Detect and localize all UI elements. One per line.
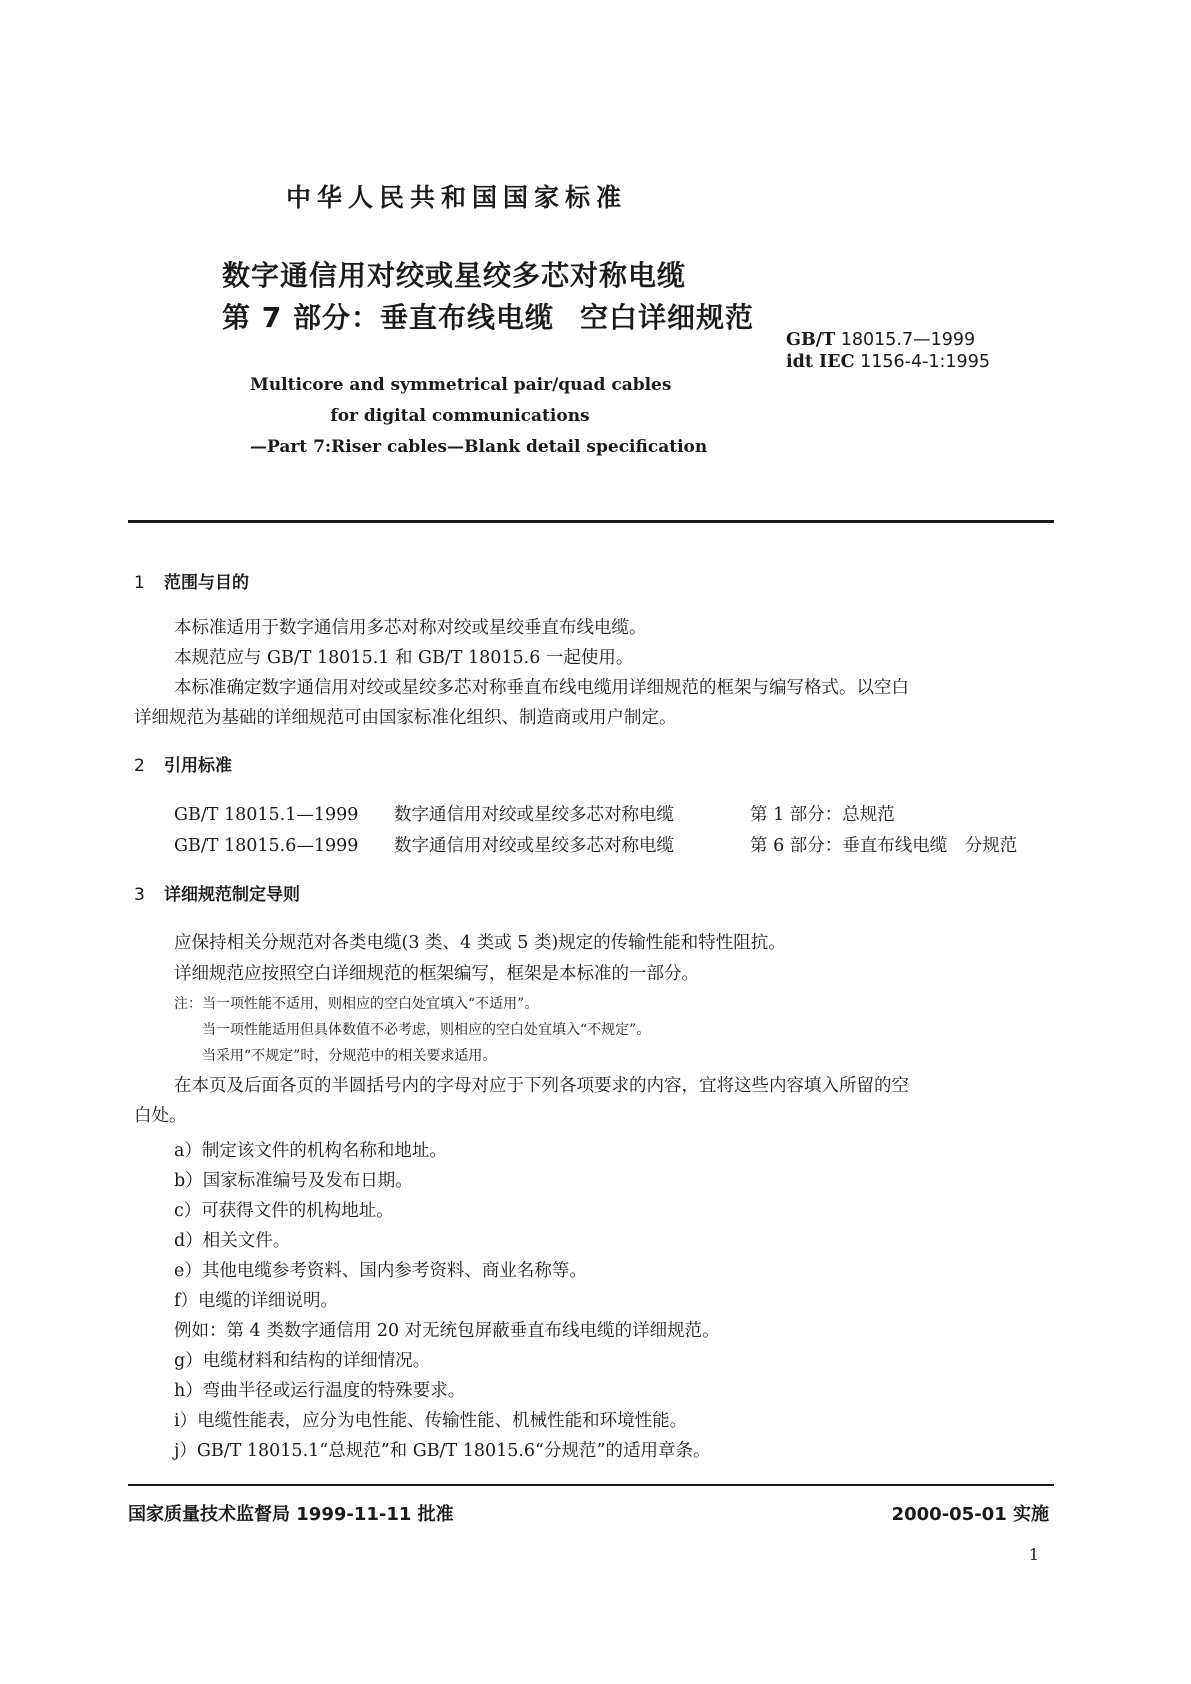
section-number: 3 bbox=[134, 885, 145, 905]
section-title: 详细规范制定导则 bbox=[164, 885, 300, 905]
title-en-line3: —Part 7:Riser cables—Blank detail specification bbox=[250, 437, 708, 457]
section-1-paragraph: 本规范应与 GB/T 18015.1 和 GB/T 18015.6 一起使用。 bbox=[174, 648, 634, 668]
list-item: g）电缆材料和结构的详细情况。 bbox=[174, 1351, 431, 1371]
section-number: 1 bbox=[134, 573, 145, 593]
list-item: h）弯曲半径或运行温度的特殊要求。 bbox=[174, 1381, 466, 1401]
title-en-line2: for digital communications bbox=[330, 406, 590, 426]
reference-code: GB/T 18015.1—1999 bbox=[174, 805, 359, 825]
section-1-paragraph: 本标准适用于数字通信用多芯对称对绞或星绞垂直布线电缆。 bbox=[174, 618, 647, 638]
reference-title: 数字通信用对绞或星绞多芯对称电缆 bbox=[394, 836, 674, 856]
title-cn-line1: 数字通信用对绞或星绞多芯对称电缆 bbox=[222, 259, 687, 292]
section-1-heading bbox=[134, 568, 249, 593]
section-3-paragraph: 详细规范应按照空白详细规范的框架编写，框架是本标准的一部分。 bbox=[174, 964, 699, 984]
page-number: 1 bbox=[1028, 1545, 1039, 1564]
section-title: 引用标准 bbox=[164, 756, 232, 776]
list-item: e）其他电缆参考资料、国内参考资料、商业名称等。 bbox=[174, 1261, 587, 1281]
section-3-paragraph-cont: 白处。 bbox=[134, 1106, 187, 1126]
section-3-heading bbox=[134, 880, 300, 905]
title-cn-line2 bbox=[222, 296, 754, 336]
note-line: 当一项性能适用但具体数值不必考虑，则相应的空白处宜填入“不规定”。 bbox=[202, 1022, 651, 1038]
section-2-heading bbox=[134, 751, 232, 776]
list-example: 例如：第 4 类数字通信用 20 对无统包屏蔽垂直布线电缆的详细规范。 bbox=[174, 1321, 720, 1341]
footer-divider bbox=[128, 1484, 1054, 1486]
section-title: 范围与目的 bbox=[164, 573, 249, 593]
standard-code bbox=[786, 330, 975, 350]
list-item: j）GB/T 18015.1“总规范”和 GB/T 18015.6“分规范”的适用章条。 bbox=[174, 1441, 711, 1461]
reference-code: GB/T 18015.6—1999 bbox=[174, 836, 359, 856]
reference-row bbox=[174, 801, 895, 826]
header-divider bbox=[128, 520, 1054, 523]
list-item: i）电缆性能表，应分为电性能、传输性能、机械性能和环境性能。 bbox=[174, 1411, 688, 1431]
approval-date: 国家质量技术监督局 1999-11-11 批准 bbox=[128, 1504, 454, 1525]
reference-part: 第 1 部分：总规范 bbox=[750, 805, 895, 825]
list-item: f）电缆的详细说明。 bbox=[174, 1291, 338, 1311]
code-number: 18015.7—1999 bbox=[840, 330, 976, 350]
code-prefix: GB/T bbox=[786, 330, 836, 350]
section-1-paragraph-cont: 详细规范为基础的详细规范可由国家标准化组织、制造商或用户制定。 bbox=[134, 708, 677, 728]
reference-part: 第 6 部分：垂直布线电缆 分规范 bbox=[750, 836, 1018, 856]
idt-number: 1156-4-1:1995 bbox=[860, 352, 990, 372]
note-line: 注：当一项性能不适用，则相应的空白处宜填入“不适用”。 bbox=[174, 996, 539, 1012]
section-number: 2 bbox=[134, 756, 145, 776]
title-en-line1: Multicore and symmetrical pair/quad cables bbox=[250, 375, 672, 395]
note-line: 当采用“不规定”时，分规范中的相关要求适用。 bbox=[202, 1048, 497, 1064]
idt-prefix: idt IEC bbox=[786, 352, 855, 372]
title-spec: 空白详细规范 bbox=[579, 301, 754, 334]
section-1-paragraph: 本标准确定数字通信用对绞或星绞多芯对称垂直布线电缆用详细规范的框架与编写格式。以空白 bbox=[174, 678, 909, 698]
reference-title: 数字通信用对绞或星绞多芯对称电缆 bbox=[394, 805, 674, 825]
list-item: d）相关文件。 bbox=[174, 1231, 291, 1251]
national-standard-heading: 中华人民共和国国家标准 bbox=[286, 183, 628, 212]
implementation-date: 2000-05-01 实施 bbox=[891, 1504, 1049, 1525]
list-item: a）制定该文件的机构名称和地址。 bbox=[174, 1141, 447, 1161]
idt-code bbox=[786, 352, 990, 372]
reference-row bbox=[174, 832, 1017, 857]
list-item: c）可获得文件的机构地址。 bbox=[174, 1201, 394, 1221]
title-part: 第 7 部分：垂直布线电缆 bbox=[222, 301, 554, 334]
section-3-paragraph: 应保持相关分规范对各类电缆(3 类、4 类或 5 类)规定的传输性能和特性阻抗。 bbox=[174, 933, 786, 953]
list-item: b）国家标准编号及发布日期。 bbox=[174, 1171, 413, 1191]
section-3-paragraph: 在本页及后面各页的半圆括号内的字母对应于下列各项要求的内容，宜将这些内容填入所留的空 bbox=[174, 1076, 909, 1096]
